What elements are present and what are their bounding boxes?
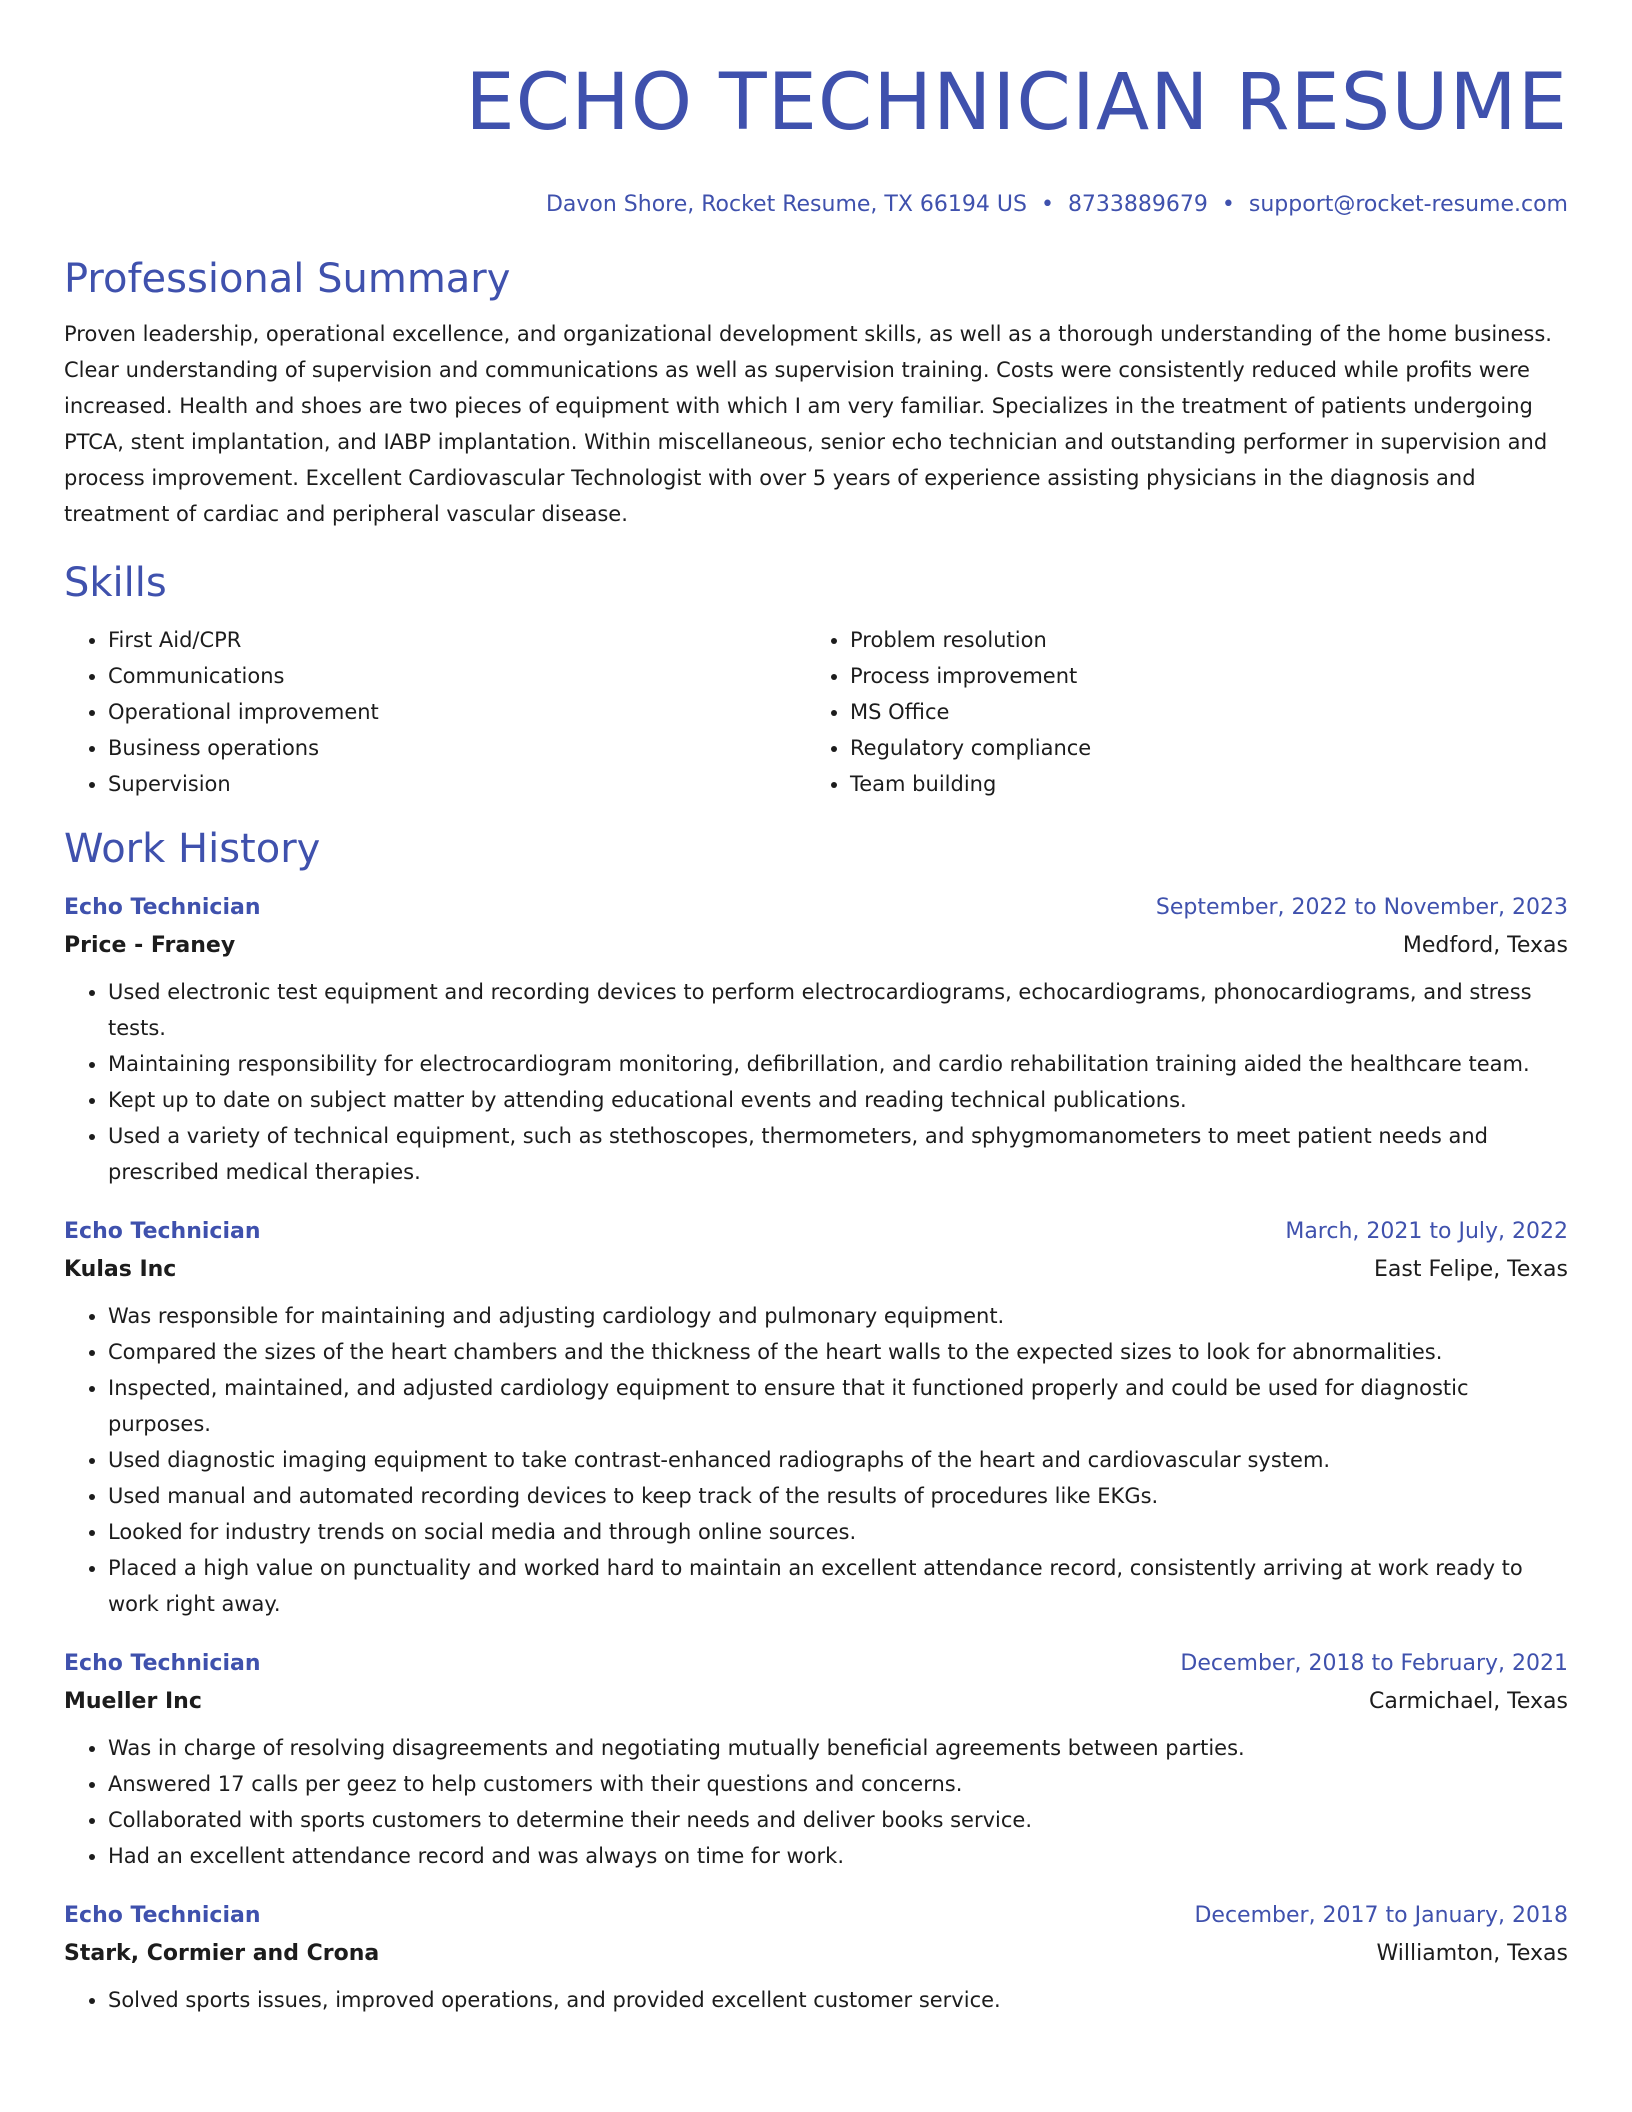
contact-email: support@rocket-resume.com: [1248, 192, 1568, 217]
job-bullet: • Used a variety of technical equipment, such as stethoscopes, thermometers, and sphygmomanometers to meet patient needs and prescribed medical therapies.: [108, 1118, 1568, 1190]
skill-item: • Operational improvement: [108, 694, 806, 730]
resume-title: ECHO TECHNICIAN RESUME: [465, 58, 1568, 148]
contact-phone: 8733889679: [1067, 192, 1208, 217]
job-bullet: • Used electronic test equipment and recording devices to perform electrocardiograms, echocardiograms, phonocardiograms, and stress tests.: [108, 974, 1568, 1046]
job-bullet: • Was in charge of resolving disagreements and negotiating mutually beneficial agreements between parties.: [108, 1730, 1568, 1766]
job-bullet: • Maintaining responsibility for electrocardiogram monitoring, defibrillation, and cardio rehabilitation training aided the healthcare team.: [108, 1046, 1568, 1082]
job-bullet: • Looked for industry trends on social media and through online sources.: [108, 1514, 1568, 1550]
job-title: Echo Technician: [64, 895, 261, 920]
job-title: Echo Technician: [64, 1219, 261, 1244]
job-bullets: [64, 974, 1568, 1190]
skill-item: • Problem resolution: [850, 622, 1548, 658]
skill-item: • Regulatory compliance: [850, 730, 1548, 766]
skills-list: [64, 622, 1568, 802]
job-bullet: • Answered 17 calls per geez to help customers with their questions and concerns.: [108, 1766, 1568, 1802]
skills-heading: Skills: [64, 560, 167, 606]
separator-dot: •: [1040, 192, 1054, 217]
skill-item: • Process improvement: [850, 658, 1548, 694]
job-bullet: • Had an excellent attendance record and was always on time for work.: [108, 1838, 1568, 1874]
job-bullet: • Used diagnostic imaging equipment to take contrast-enhanced radiographs of the heart and cardiovascular system.: [108, 1442, 1568, 1478]
job-company: Price - Franey: [64, 933, 236, 958]
job-bullet: • Placed a high value on punctuality and worked hard to maintain an excellent attendance record, consistently arriving at work ready to work right away.: [108, 1550, 1568, 1622]
job-bullets: [64, 1982, 1568, 2018]
separator-dot: •: [1221, 192, 1235, 217]
job-bullet: • Collaborated with sports customers to determine their needs and deliver books service.: [108, 1802, 1568, 1838]
contact-line: [64, 190, 1568, 220]
job-company: Stark, Cormier and Crona: [64, 1941, 380, 1966]
job-dates: March, 2021 to July, 2022: [1285, 1219, 1568, 1244]
work-history-heading: Work History: [64, 826, 321, 872]
skills-column-right: [806, 622, 1548, 802]
job-company: Kulas Inc: [64, 1257, 177, 1282]
summary-text: Proven leadership, operational excellence, and organizational development skills, as well as a thorough understanding of the home business. Clear understanding of supervision and communications as well as supervision training. Costs were consistently reduced while profits were increased. Health and shoes are two pieces of equipment with which I am very familiar. Specializes in the treatment of patients undergoing PTCA, stent implantation, and IABP implantation. Within miscellaneous, senior echo technician and outstanding performer in supervision and process improvement. Excellent Cardiovascular Technologist with over 5 years of experience assisting physicians in the diagnosis and treatment of cardiac and peripheral vascular disease.: [64, 322, 1552, 526]
job-entry: [64, 1214, 1568, 1622]
skills-column-left: [64, 622, 806, 802]
job-bullet: • Solved sports issues, improved operations, and provided excellent customer service.: [108, 1982, 1568, 2018]
job-location: East Felipe, Texas: [1374, 1257, 1568, 1282]
job-bullet: • Was responsible for maintaining and adjusting cardiology and pulmonary equipment.: [108, 1298, 1568, 1334]
job-bullets: [64, 1730, 1568, 1874]
summary-heading: Professional Summary: [64, 256, 511, 302]
job-title: Echo Technician: [64, 1903, 261, 1928]
skill-item: • Supervision: [108, 766, 806, 802]
job-title: Echo Technician: [64, 1651, 261, 1676]
job-bullet: • Used manual and automated recording devices to keep track of the results of procedures like EKGs.: [108, 1478, 1568, 1514]
skill-item: • MS Office: [850, 694, 1548, 730]
job-bullet: • Kept up to date on subject matter by attending educational events and reading technical publications.: [108, 1082, 1568, 1118]
job-bullet: • Inspected, maintained, and adjusted cardiology equipment to ensure that it functioned properly and could be used for diagnostic purposes.: [108, 1370, 1568, 1442]
skill-item: • Communications: [108, 658, 806, 694]
job-location: Williamton, Texas: [1376, 1941, 1568, 1966]
job-entry: [64, 1898, 1568, 2018]
job-bullets: [64, 1298, 1568, 1622]
job-location: Carmichael, Texas: [1368, 1689, 1568, 1714]
skill-item: • First Aid/CPR: [108, 622, 806, 658]
job-entry: [64, 890, 1568, 1190]
job-entry: [64, 1646, 1568, 1874]
skill-item: • Team building: [850, 766, 1548, 802]
contact-address: Davon Shore, Rocket Resume, TX 66194 US: [545, 192, 1027, 217]
job-location: Medford, Texas: [1402, 933, 1568, 958]
job-dates: December, 2018 to February, 2021: [1180, 1651, 1568, 1676]
work-history-list: [64, 890, 1568, 2018]
job-bullet: • Compared the sizes of the heart chambers and the thickness of the heart walls to the expected sizes to look for abnormalities.: [108, 1334, 1568, 1370]
skill-item: • Business operations: [108, 730, 806, 766]
job-dates: December, 2017 to January, 2018: [1194, 1903, 1568, 1928]
job-dates: September, 2022 to November, 2023: [1155, 895, 1568, 920]
job-company: Mueller Inc: [64, 1689, 202, 1714]
